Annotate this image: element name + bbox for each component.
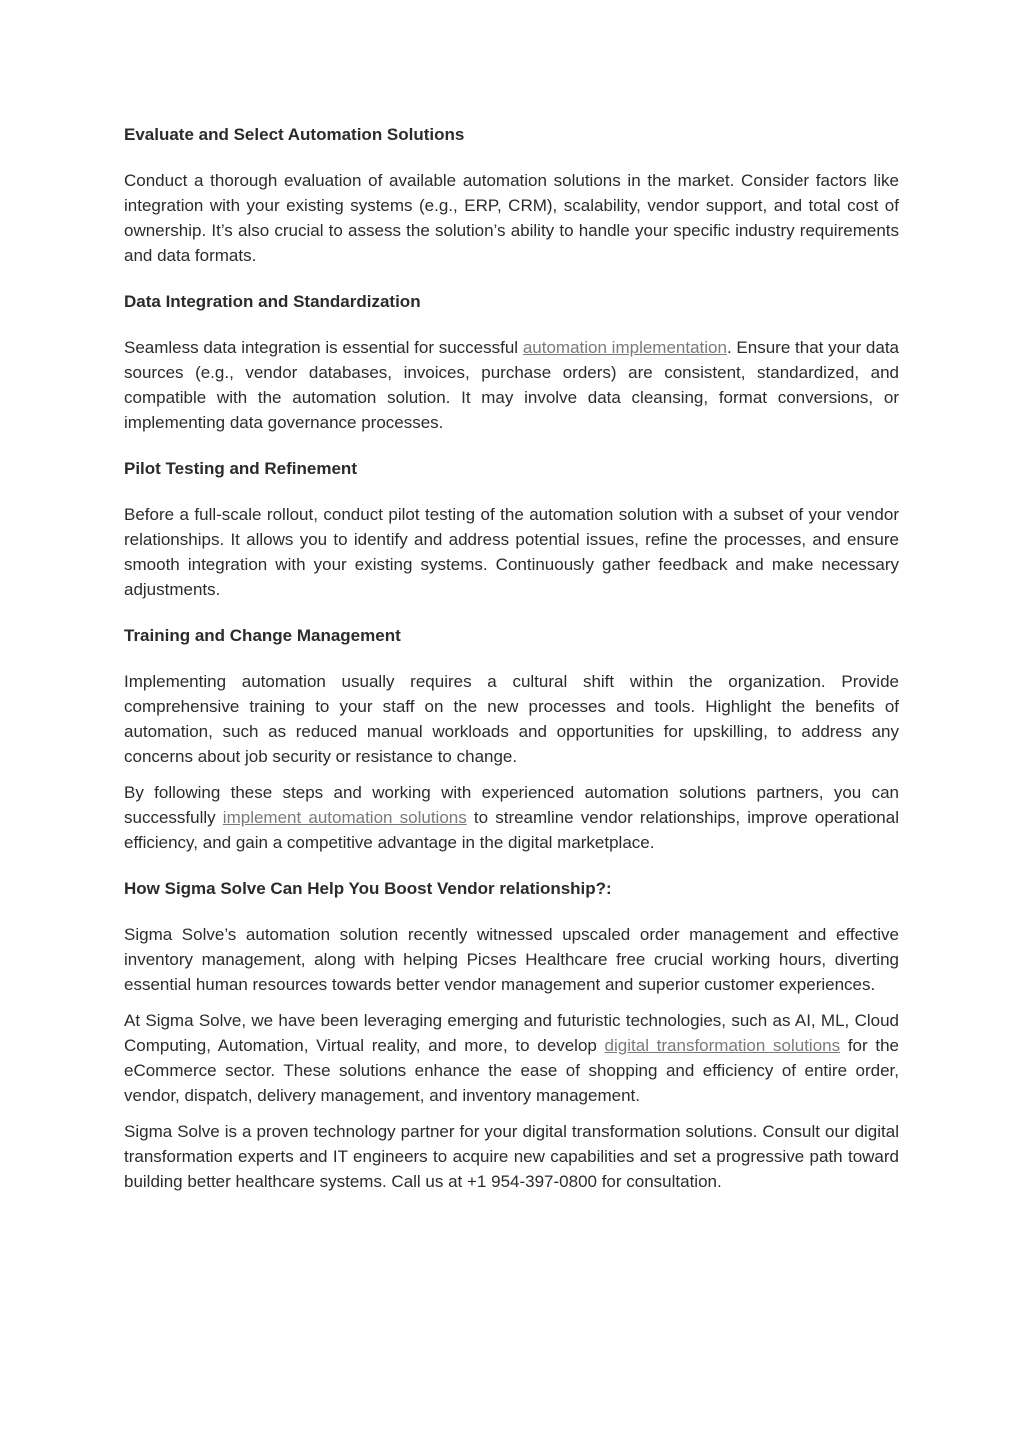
section-paragraph-data-integration — [124, 335, 899, 435]
paragraph-text: for the eCommerce sector. These solutions enhance the ease of shopping and efficiency of entire order, vendor, dispatch, delivery management, and inventory management. — [124, 1036, 899, 1105]
document-page — [124, 122, 899, 1205]
section-heading-training: Training and Change Management — [124, 626, 401, 645]
paragraph-text: to streamline vendor relationships, improve operational efficiency, and gain a competitive advantage in the digital marketplace. — [124, 808, 899, 852]
section-heading-evaluate: Evaluate and Select Automation Solutions — [124, 125, 465, 144]
section-paragraph-sigma-solve-1: Sigma Solve’s automation solution recently witnessed upscaled order management and effective inventory management, along with helping Picses Healthcare free crucial working hours, diverting essential human resources towards better vendor management and superior customer experiences. — [124, 925, 899, 994]
paragraph-text: . Ensure that your data sources (e.g., vendor databases, invoices, purchase orders) are consistent, standardized, and compatible with the automation solution. It may involve data cleansing, format conversions, or implementing data governance processes. — [124, 338, 899, 432]
link-digital-transformation-solutions[interactable]: digital transformation solutions — [604, 1036, 841, 1055]
paragraph-text: At Sigma Solve, we have been leveraging emerging and futuristic technologies, such as AI, ML, Cloud Computing, Automation, Virtual reality, and more, to develop — [124, 1011, 899, 1055]
link-implement-automation-solutions[interactable]: implement automation solutions — [222, 808, 467, 827]
section-paragraph-sigma-solve-3: Sigma Solve is a proven technology partner for your digital transformation solutions. Consult our digital transformation experts and IT engineers to acquire new capabilities and set a progressive path toward building better healthcare systems. Call us at +1 954-397-0800 for consultation. — [124, 1122, 899, 1191]
paragraph-text: By following these steps and working with experienced automation solutions partners, you can successfully — [124, 783, 899, 827]
section-paragraph-following-steps — [124, 780, 899, 855]
section-heading-sigma-solve: How Sigma Solve Can Help You Boost Vendor relationship?: — [124, 879, 612, 898]
paragraph-text: Seamless data integration is essential for successful — [124, 338, 523, 357]
section-heading-data-integration: Data Integration and Standardization — [124, 292, 421, 311]
section-paragraph-sigma-solve-2 — [124, 1008, 899, 1108]
section-paragraph-evaluate: Conduct a thorough evaluation of available automation solutions in the market. Consider factors like integration with your existing systems (e.g., ERP, CRM), scalability, vendor support, and total cost of ownership. It’s also crucial to assess the solution’s ability to handle your specific industry requirements and data formats. — [124, 171, 899, 265]
section-heading-pilot-testing: Pilot Testing and Refinement — [124, 459, 357, 478]
section-paragraph-pilot-testing: Before a full-scale rollout, conduct pilot testing of the automation solution with a subset of your vendor relationships. It allows you to identify and address potential issues, refine the processes, and ensure smooth integration with your existing systems. Continuously gather feedback and make necessary adjustments. — [124, 505, 899, 599]
section-paragraph-training: Implementing automation usually requires a cultural shift within the organization. Provide comprehensive training to your staff on the new processes and tools. Highlight the benefits of automation, such as reduced manual workloads and opportunities for upskilling, to address any concerns about job security or resistance to change. — [124, 672, 899, 766]
link-automation-implementation[interactable]: automation implementation — [522, 338, 727, 357]
